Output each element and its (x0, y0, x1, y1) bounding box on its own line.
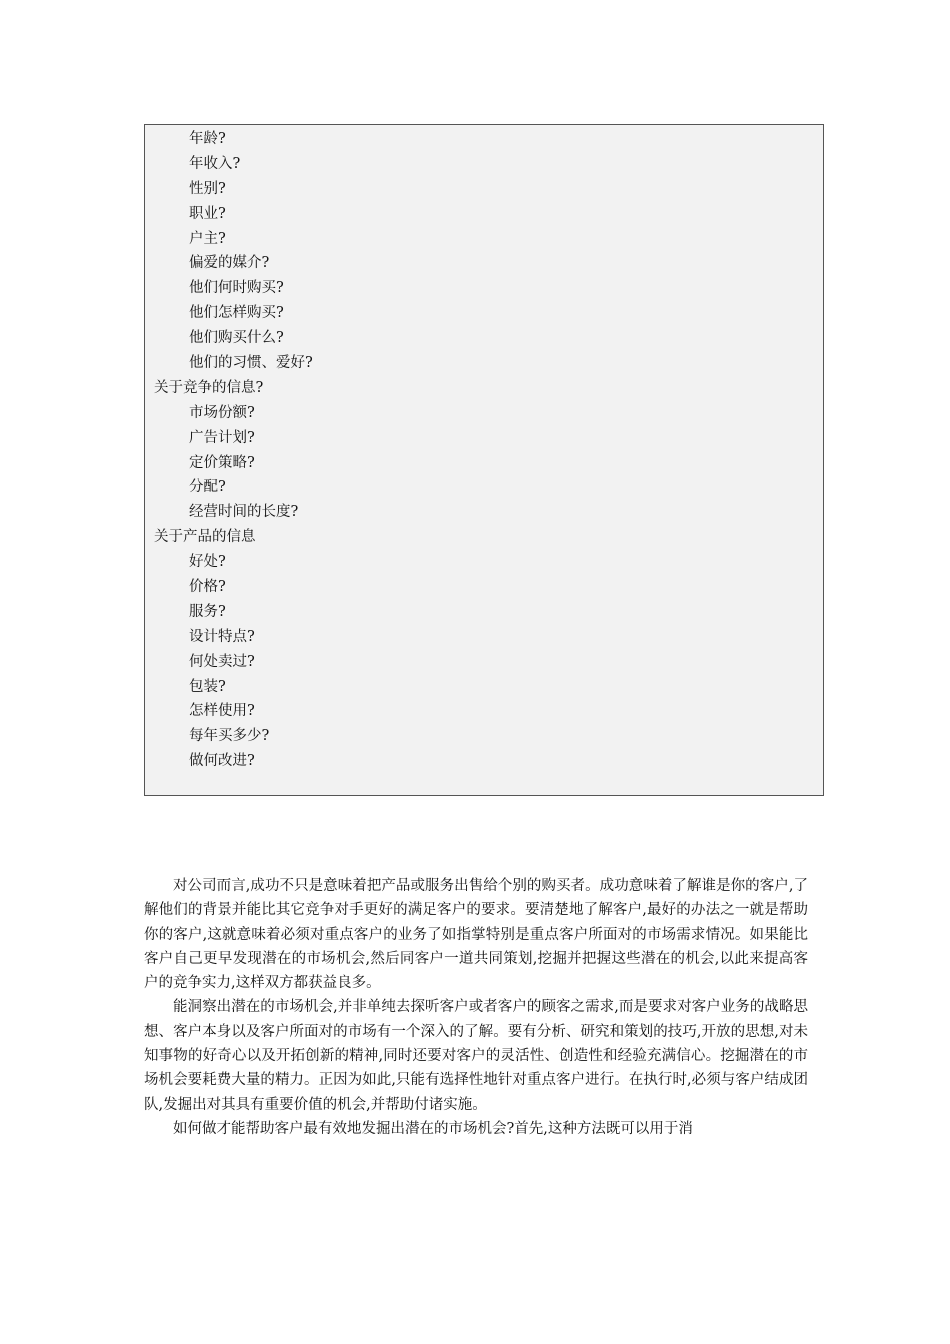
question-item: 好处? (189, 554, 226, 571)
question-item: 市场份额? (189, 404, 255, 421)
question-item: 广告计划? (189, 429, 255, 446)
question-item: 价格? (189, 579, 226, 596)
question-item: 年龄? (189, 131, 226, 147)
question-item: 性别? (189, 180, 226, 197)
question-list-box (144, 124, 824, 796)
question-item: 分配? (189, 479, 226, 496)
question-item: 他们的习惯、爱好? (189, 355, 313, 372)
body-text (144, 874, 808, 1141)
question-item: 经营时间的长度? (189, 504, 299, 521)
question-item: 偏爱的媒介? (189, 255, 270, 272)
question-item: 他们购买什么? (189, 330, 284, 347)
question-item: 他们何时购买? (189, 280, 284, 297)
body-paragraph: 能洞察出潜在的市场机会,并非单纯去探听客户或者客户的顾客之需求,而是要求对客户业务的战略思想、客户本身以及客户所面对的市场有一个深入的了解。要有分析、研究和策划的技巧,开放的思想,对未知事物的好奇心以及开拓创新的精神,同时还要对客户的灵活性、创造性和经验充满信心。挖掘潜在的市场机会要耗费大量的精力。正因为如此,只能有选择性地针对重点客户进行。在执行时,必须与客户结成团队,发掘出对其具有重要价值的机会,并帮助付诸实施。 (144, 999, 808, 1113)
question-item: 定价策略? (189, 454, 255, 471)
question-item: 设计特点? (189, 628, 255, 645)
question-item: 户主? (189, 230, 226, 247)
question-item: 他们怎样购买? (189, 305, 284, 322)
question-item: 职业? (189, 205, 226, 222)
question-item: 做何改进? (189, 753, 255, 770)
section-heading: 关于产品的信息 (154, 529, 256, 546)
question-item: 何处卖过? (189, 653, 255, 670)
question-item: 每年买多少? (189, 728, 270, 745)
body-paragraph: 对公司而言,成功不只是意味着把产品或服务出售给个别的购买者。成功意味着了解谁是你的客户,了解他们的背景并能比其它竞争对手更好的满足客户的要求。要清楚地了解客户,最好的办法之一就是帮助你的客户,这就意味着必须对重点客户的业务了如指掌特别是重点客户所面对的市场需求情况。如果能比客户自己更早发现潜在的市场机会,然后同客户一道共同策划,挖掘并把握这些潜在的机会,以此来提高客户的竞争实力,这样双方都获益良多。 (144, 878, 808, 992)
question-item: 年收入? (189, 155, 241, 172)
question-item: 包装? (189, 678, 226, 695)
section-heading: 关于竞争的信息? (154, 379, 264, 396)
question-item: 怎样使用? (189, 703, 255, 720)
body-paragraph: 如何做才能帮助客户最有效地发掘出潜在的市场机会?首先,这种方法既可以用于消 (173, 1120, 693, 1137)
question-item: 服务? (189, 603, 226, 620)
